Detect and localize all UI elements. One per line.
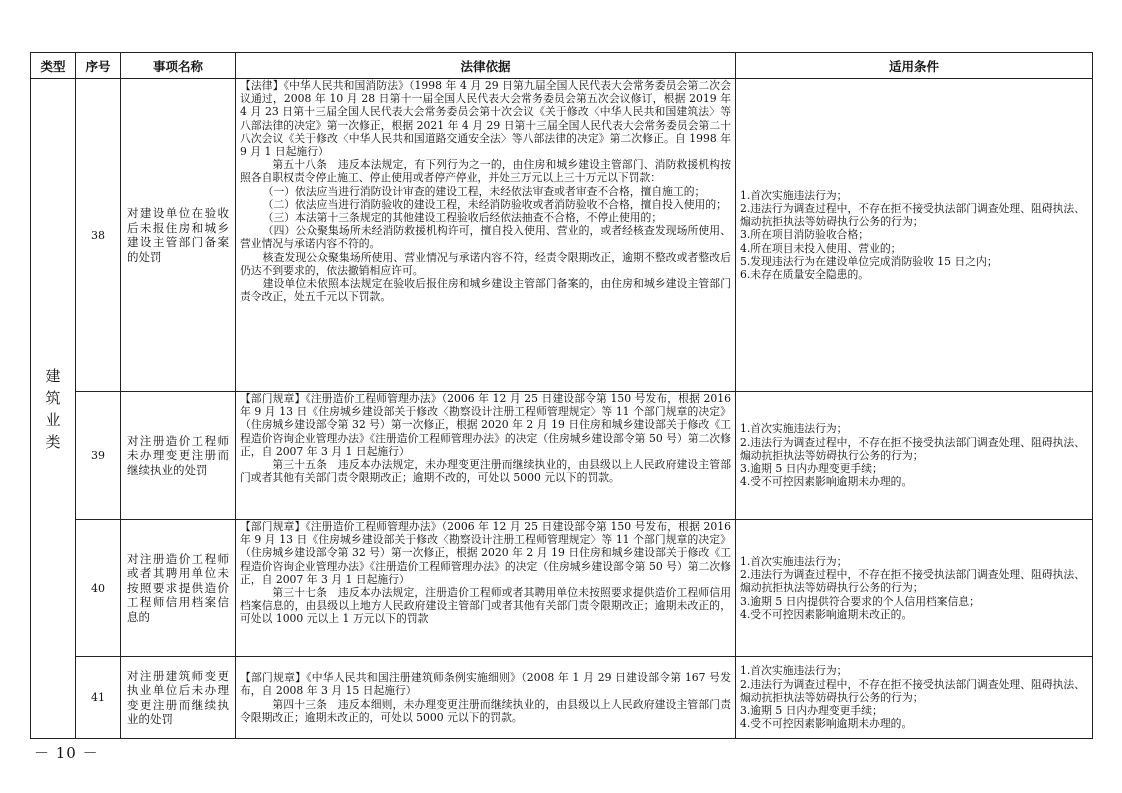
category-cell bbox=[31, 79, 76, 739]
basis-para: 【法律】《中华人民共和国消防法》（1998 年 4 月 29 日第九届全国人民代表大会常务委员会第二次会议通过，2008 年 10 月 28 日第十一届全国人民代表大会常务委员会第五次会议修订，根据 2019 年 4 月 23 日第十三届全国人民代表大会常务委员会第十次会议《关于修改〈中华人民共和国建筑法〉等八部法律的决定》第一次修正，根据 2021 年 4 月 29 日第十三届全国人民代表大会常务委员会第二十八次会议《关于修改〈中华人民共和国道路交通安全法〉等八部法律的决定》第二次修正。自 1998 年 9 月 1 日起施行） bbox=[240, 79, 731, 159]
legal-basis bbox=[236, 657, 736, 739]
basis-para: （三）本法第十三条规定的其他建设工程验收后经依法抽查不合格，不停止使用的； bbox=[262, 211, 663, 225]
conditions bbox=[736, 520, 1093, 657]
basis-para: （四）公众聚集场所未经消防救援机构许可，擅自投入使用、营业的，或者经核查发现场所使用、营业情况与承诺内容不符的。 bbox=[240, 224, 731, 251]
header-name: 事项名称 bbox=[121, 53, 236, 79]
item-name: 对注册建筑师变更执业单位后未办理变更注册而继续执业的处罚 bbox=[121, 657, 236, 739]
basis-para: 第四十三条 违反本细则，未办理变更注册而继续执业的，由县级以上人民政府建设主管部门责令限期改正；逾期未改正的，可处以 5000 元以下的罚款。 bbox=[240, 697, 731, 724]
header-basis: 法律依据 bbox=[236, 53, 736, 79]
conditions bbox=[736, 657, 1093, 739]
item-name: 对注册造价工程师未办理变更注册而继续执业的处罚 bbox=[121, 392, 236, 520]
condition-item: 2.违法行为调查过程中，不存在拒不接受执法部门调查处理、阻碍执法、煽动抗拒执法等妨碍执行公务的行为； bbox=[740, 201, 1086, 229]
condition-item: 3.逾期 5 日内办理变更手续； bbox=[740, 704, 883, 718]
condition-item: 4.所在项目未投入使用、营业的； bbox=[740, 241, 902, 255]
condition-item: 4.受不可控因素影响逾期未办理的。 bbox=[740, 475, 913, 489]
condition-item: 1.首次实施违法行为； bbox=[740, 422, 848, 436]
basis-para: （一）依法应当进行消防设计审查的建设工程，未经依法审查或者审查不合格，擅自施工的； bbox=[262, 184, 706, 198]
category-char: 建 bbox=[45, 366, 61, 385]
basis-para: 第五十八条 违反本法规定，有下列行为之一的，由住房和城乡建设主管部门、消防救援机构按照各自职权责令停止施工、停止使用或者停产停业，并处三万元以上三十万元以下罚款： bbox=[240, 158, 731, 185]
table-row bbox=[31, 657, 1093, 739]
table-row bbox=[31, 392, 1093, 520]
condition-item: 5.发现违法行为在建设单位完成消防验收 15 日之内； bbox=[740, 254, 998, 268]
condition-item: 3.逾期 5 日内提供符合要求的个人信用档案信息； bbox=[740, 594, 980, 608]
legal-basis bbox=[236, 520, 736, 657]
table-row bbox=[31, 79, 1093, 392]
row-number: 40 bbox=[76, 520, 121, 657]
header-num: 序号 bbox=[76, 53, 121, 79]
basis-para: 【部门规章】《注册造价工程师管理办法》（2006 年 12 月 25 日建设部令第 150 号发布，根据 2016 年 9 月 13 日《住房城乡建设部关于修改〈勘察设计注册工程师管理规定〉等 11 个部门规章的决定》（住房城乡建设部令第 32 号）第一次修正，根据 2020 年 2 月 19 日住房和城乡建设部关于修改《工程造价咨询企业管理办法》《注册造价工程师管理办法》的决定（住房城乡建设部令第 50 号）第二次修正，自 2007 年 3 月 1 日起施行） bbox=[240, 520, 731, 586]
condition-item: 3.所在项目消防验收合格； bbox=[740, 228, 870, 242]
row-number: 41 bbox=[76, 657, 121, 739]
condition-item: 4.受不可控因素影响逾期未办理的。 bbox=[740, 717, 913, 731]
header-type: 类型 bbox=[31, 53, 76, 79]
item-name: 对注册造价工程师或者其聘用单位未按照要求提供造价工程师信用档案信息的 bbox=[121, 520, 236, 657]
basis-para: 建设单位未依照本法规定在验收后报住房和城乡建设主管部门备案的，由住房和城乡建设主管部门责令改正，处五千元以下罚款。 bbox=[240, 277, 731, 304]
basis-para: （二）依法应当进行消防验收的建设工程，未经消防验收或者消防验收不合格，擅自投入使用的； bbox=[262, 197, 727, 211]
condition-item: 6.未存在质量安全隐患的。 bbox=[740, 268, 870, 281]
legal-basis bbox=[236, 392, 736, 520]
conditions bbox=[736, 392, 1093, 520]
category-char: 类 bbox=[45, 432, 61, 451]
row-number: 38 bbox=[76, 79, 121, 392]
condition-item: 4.受不可控因素影响逾期未改正的。 bbox=[740, 607, 913, 621]
condition-item: 1.首次实施违法行为； bbox=[740, 188, 848, 202]
basis-para: 【部门规章】《注册造价工程师管理办法》（2006 年 12 月 25 日建设部令第 150 号发布，根据 2016 年 9 月 13 日《住房城乡建设部关于修改〈勘察设计注册工程师管理规定〉等 11 个部门规章的决定》（住房城乡建设部令第 32 号）第一次修正，根据 2020 年 2 月 19 日住房和城乡建设部关于修改《工程造价咨询企业管理办法》《注册造价工程师管理办法》的决定（住房城乡建设部令第 50 号）第二次修正，自 2007 年 3 月 1 日起施行） bbox=[240, 392, 731, 458]
condition-item: 1.首次实施违法行为； bbox=[740, 554, 848, 568]
page-number: － 10 － bbox=[34, 744, 99, 762]
basis-para: 第三十七条 违反本办法规定，注册造价工程师或者其聘用单位未按照要求提供造价工程师信用档案信息的，由县级以上地方人民政府建设主管部门或者其他有关部门责令限期改正；逾期未改正的，可处以 1000 元以上 1 万元以下的罚款 bbox=[240, 586, 731, 626]
penalty-table bbox=[30, 52, 1093, 739]
conditions bbox=[736, 79, 1093, 392]
basis-para: 核查发现公众聚集场所使用、营业情况与承诺内容不符，经责令限期改正，逾期不整改或者整改后仍达不到要求的，依法撤销相应许可。 bbox=[240, 250, 731, 277]
legal-basis bbox=[236, 79, 736, 392]
category-char: 业 bbox=[45, 410, 61, 429]
condition-item: 2.违法行为调查过程中，不存在拒不接受执法部门调查处理、阻碍执法、煽动抗拒执法等妨碍执行公务的行为； bbox=[740, 568, 1086, 595]
row-number: 39 bbox=[76, 392, 121, 520]
condition-item: 2.违法行为调查过程中，不存在拒不接受执法部门调查处理、阻碍执法、煽动抗拒执法等妨碍执行公务的行为； bbox=[740, 677, 1086, 704]
condition-item: 3.逾期 5 日内办理变更手续； bbox=[740, 462, 883, 476]
basis-para: 【部门规章】《中华人民共和国注册建筑师条例实施细则》（2008 年 1 月 29 日建设部令第 167 号发布，自 2008 年 3 月 15 日起施行） bbox=[240, 671, 731, 698]
item-name: 对建设单位在验收后未报住房和城乡建设主管部门备案的处罚 bbox=[121, 79, 236, 392]
header-row bbox=[31, 53, 1093, 79]
basis-para: 第三十五条 违反本办法规定，未办理变更注册而继续执业的，由县级以上人民政府建设主管部门或者其他有关部门责令限期改正；逾期不改的，可处以 5000 元以下的罚款。 bbox=[240, 458, 731, 485]
category-char: 筑 bbox=[45, 388, 61, 407]
condition-item: 1.首次实施违法行为； bbox=[740, 664, 848, 678]
condition-item: 2.违法行为调查过程中，不存在拒不接受执法部门调查处理、阻碍执法、煽动抗拒执法等妨碍执行公务的行为； bbox=[740, 435, 1086, 462]
table-row bbox=[31, 520, 1093, 657]
header-cond: 适用条件 bbox=[736, 53, 1093, 79]
